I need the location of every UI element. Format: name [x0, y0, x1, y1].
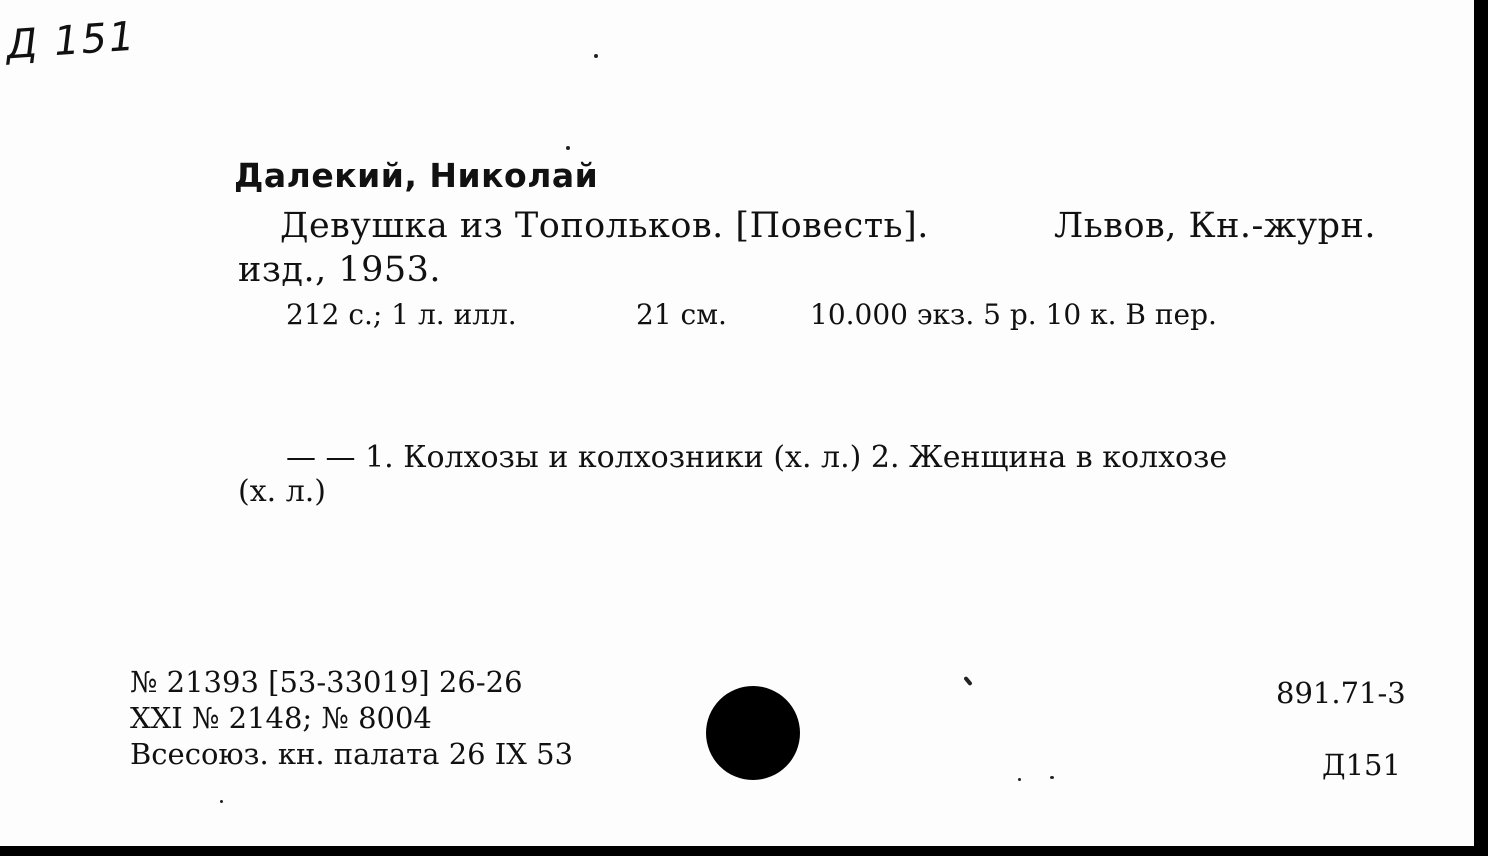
ink-speck	[963, 676, 972, 686]
shelf-mark: Д151	[1322, 748, 1401, 782]
place-publisher: Львов, Кн.-журн.	[1054, 206, 1377, 246]
book-size: 21 см.	[636, 298, 727, 331]
subject-headings: — — 1. Колхозы и колхозники (х. л.) 2. Женщина в колхозе	[286, 440, 1228, 475]
punch-hole	[706, 686, 800, 780]
pages-count: 212 с.; 1 л. илл.	[286, 298, 517, 331]
ink-speck	[566, 146, 570, 150]
subject-headings-continued: (х. л.)	[238, 474, 326, 509]
registration-number: № 21393 [53-33019] 26-26	[130, 665, 523, 699]
registration-series: XXI № 2148; № 8004	[130, 701, 432, 735]
registration-info	[130, 664, 573, 772]
title-line	[280, 206, 1377, 246]
handwritten-mark: Д 151	[4, 13, 138, 69]
classification-mark: 891.71-3	[1276, 676, 1406, 710]
ink-speck	[220, 800, 223, 803]
ink-speck	[1050, 776, 1054, 779]
copies-price: 10.000 экз. 5 р. 10 к. В пер.	[810, 298, 1217, 331]
registration-chamber: Всесоюз. кн. палата 26 IX 53	[130, 737, 574, 771]
ink-speck	[594, 54, 598, 58]
author-heading: Далекий, Николай	[234, 156, 599, 195]
ink-speck	[1018, 778, 1021, 781]
publisher-year: изд., 1953.	[238, 250, 442, 290]
book-title: Девушка из Топольков. [Повесть].	[280, 206, 929, 246]
